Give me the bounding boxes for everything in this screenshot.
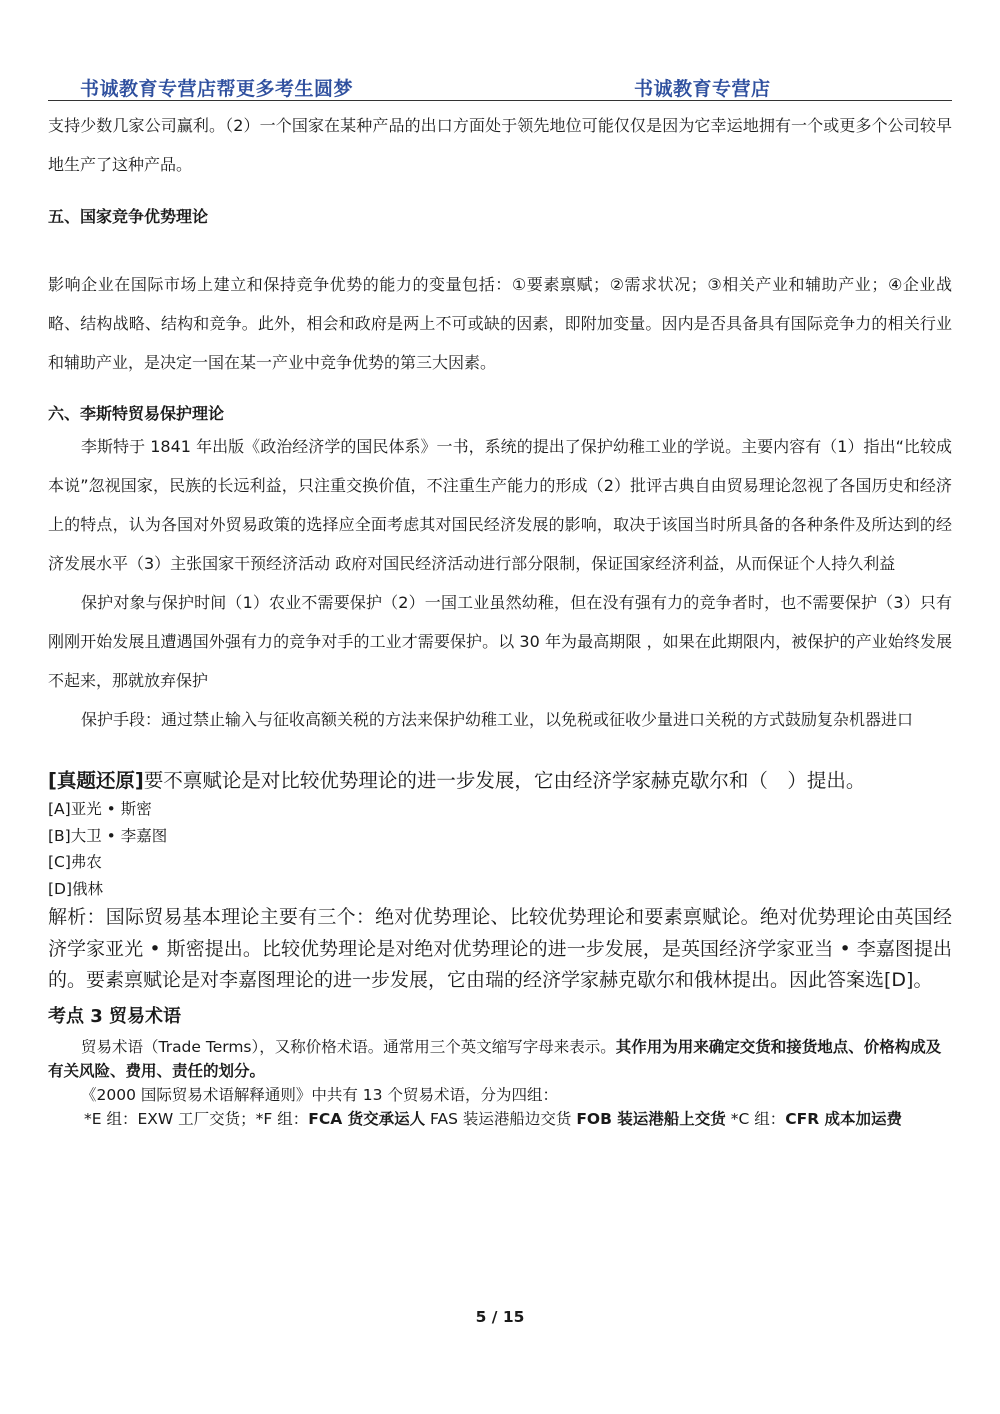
question-analysis: 解析：国际贸易基本理论主要有三个：绝对优势理论、比较优势理论和要素禀赋论。绝对优势理论由英国经济学家亚光 • 斯密提出。比较优势理论是对绝对优势理论的进一步发展，是英国经济学家亚当 • 李嘉图提出的。要素禀赋论是对李嘉图理论的进一步发展，它由瑞的经济学家赫克歇尔和俄林提出。因此答案选[D]。 [48,906,952,991]
key-point-3-paragraph-1 [48,1035,952,1083]
question-text: 要不禀赋论是对比较优势理论的进一步发展，它由经济学家赫克歇尔和（ ）提出。 [143,769,866,792]
section-5-heading: 五、国家竞争优势理论 [48,207,209,226]
trade-terms-definition: 贸易术语（Trade Terms），又称价格术语。通常用三个英文缩写字母来表示。 [81,1037,616,1056]
section-5-text: 影响企业在国际市场上建立和保持竞争优势的能力的变量包括：①要素禀赋；②需求状况；③相关产业和辅助产业；④企业战略、结构战略、结构和竞争。此外，相会和政府是两上不可或缺的因素，即附加变量。因内是否具备具有国际竞争力的相关行业和辅助产业，是决定一国在某一产业中竞争优势的第三大因素。 [48,275,952,372]
fob-term: FOB 装运港船上交货 [576,1109,726,1128]
page-header [48,72,952,101]
option-d: [D]俄林 [48,879,104,898]
section-6-heading: 六、李斯特贸易保护理论 [48,404,225,423]
fca-term: FCA 货交承运人 [308,1109,426,1128]
section-6-paragraph-2: 保护对象与保护时间（1）农业不需要保护（2）一国工业虽然幼稚，但在没有强有力的竞争者时，也不需要保护（3）只有刚刚开始发展且遭遇国外强有力的竞争对手的工业才需要保护。以 30 年为最高期限 ，如果在此期限内，被保护的产业始终发展不起来，那就放弃保护 [48,593,952,690]
cfr-term: CFR 成本加运费 [785,1109,903,1128]
e-group-text: *E 组：EXW 工厂交货；*F 组： [84,1109,309,1128]
fas-term: FAS 装运港船边交货 [425,1109,577,1128]
intro-paragraph: 支持少数几家公司赢利。（2）一个国家在某种产品的出口方面处于领先地位可能仅仅是因为它幸运地拥有一个或更多个公司较早地生产了这种产品。 [48,116,952,174]
trade-terms-purpose: 其作用为用来确定交货和接货地点、价格构成及有关风险、费用、责任的划分。 [48,1037,942,1080]
section-6-paragraph-1: 李斯特于 1841 年出版《政治经济学的国民体系》一书，系统的提出了保护幼稚工业的学说。主要内容有（1）指出“比较成本说”忽视国家，民族的长远利益，只注重交换价值，不注重生产能力的形成（2）批评古典自由贸易理论忽视了各国历史和经济上的特点，认为各国对外贸易政策的选择应全面考虑其对国民经济发展的影响，取决于该国当时所具备的各种条件及所达到的经济发展水平（3）主张国家干预经济活动 政府对国民经济活动进行部分限制，保证国家经济利益，从而保证个人持久利益 [48,437,952,573]
key-point-3-title: 考点 3 贸易术语 [48,1005,182,1027]
question-stem [48,767,952,795]
header-right-title: 书诚教育专营店 [634,78,771,100]
key-point-3-paragraph-3 [48,1107,952,1131]
page-content [48,106,952,1131]
header-left-title: 书诚教育专营店帮更多考生圆梦 [80,78,354,100]
option-a: [A]亚光 • 斯密 [48,800,152,818]
c-group-text: *C 组： [725,1109,786,1128]
option-c: [C]弗农 [48,853,102,871]
question-tag: [真题还原] [48,769,144,792]
key-point-3-paragraph-2: 《2000 国际贸易术语解释通则》中共有 13 个贸易术语，分为四组： [81,1085,558,1104]
option-b: [B]大卫 • 李嘉图 [48,826,168,845]
question-options [48,796,952,902]
section-6-paragraph-3: 保护手段：通过禁止输入与征收高额关税的方法来保护幼稚工业，以免税或征收少量进口关税的方式鼓励复杂机器进口 [81,710,914,729]
page-number: 5 / 15 [475,1308,525,1326]
